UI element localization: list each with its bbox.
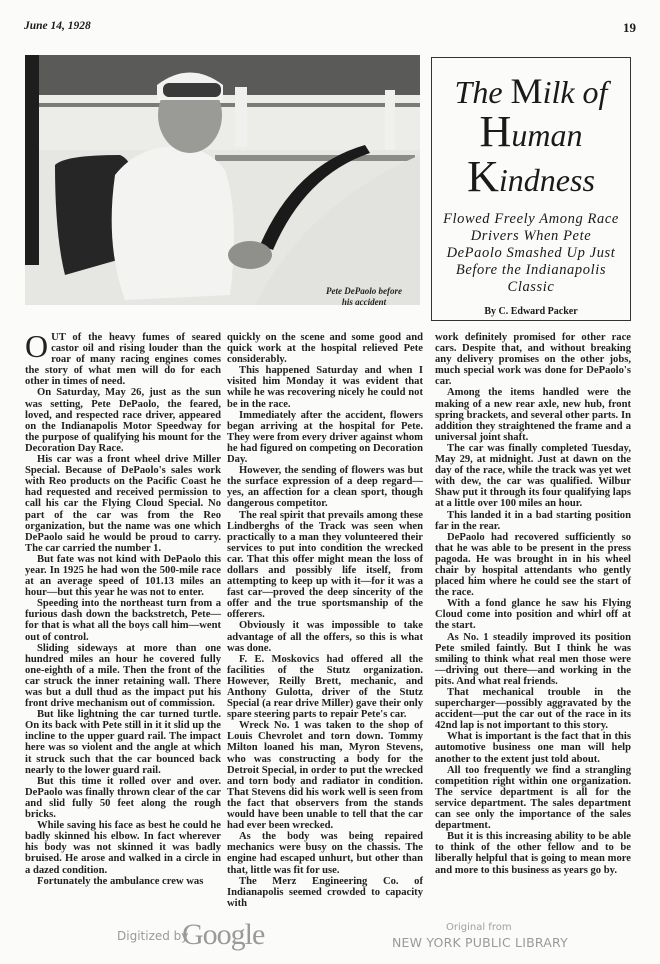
article-column-3 (435, 332, 631, 876)
paragraph: The car was finally completed Tuesday, May 29, at midnight. Just at dawn on the day of the race, while the track was yet wet with dew, the car was qualified. Wilbur Shaw put it through its four qualifying laps at a little over 100 miles an hour. (435, 442, 631, 510)
paragraph: As No. 1 steadily improved its position Pete smiled faintly. But I think he was smiling to think what real men those were—driving out there—and working in the pits. And what real friends. (435, 631, 631, 687)
headline-text: ilk of (542, 74, 608, 110)
paragraph: The real spirit that prevails among these Lindberghs of the Track was seen when practically to a man they volunteered their services to put into condition the wrecked car. That this offer might mean the loss of dollars and possibly life itself, from attempting to keep up with it—for it was a fast car—proved the deep sincerity of the offer and the true sportsmanship of the offerers. (227, 509, 423, 621)
paragraph: However, the sending of flowers was but the surface expression of a deep regard—yes, an affection for a clean sport, though dangerous competitor. (227, 465, 423, 510)
paragraph: DePaolo had recovered sufficiently so that he was able to be present in the press pagoda. He was brought in in his wheel chair by hospital attendants who gently placed him where he could see the start of the race. (435, 531, 631, 599)
google-logo: Google (182, 918, 265, 951)
paragraph: But this time it rolled over and over. DePaolo was finally thrown clear of the car and slid fully 50 feet along the rough bricks. (25, 775, 221, 821)
paragraph: That mechanical trouble in the supercharger—possibly aggravated by the accident—put the car out of the race in its 42nd lap is not important to this story. (435, 687, 631, 732)
headline-line-3 (432, 152, 630, 201)
issue-date: June 14, 1928 (24, 20, 91, 32)
paragraph: On Saturday, May 26, just as the sun was setting, Pete DePaolo, the feared, loved, and respected race driver, appeared on the Indianapolis Motor Speedway for the purpose of qualifying his mount for the Decoration Day Race. (25, 387, 221, 454)
paragraph: But it is this increasing ability to be able to think of the other fellow and to be liberally helpful that is going to mean more and more to this business as years go by. (435, 831, 631, 876)
photo-illustration-icon (25, 55, 420, 305)
headline-initial: M (510, 71, 543, 111)
digitized-by-label: Digitized by (117, 929, 189, 943)
headline-text: The (454, 74, 511, 110)
page-number: 19 (623, 20, 636, 35)
headline-line-2 (432, 107, 630, 156)
byline: By C. Edward Packer (484, 306, 578, 317)
paragraph: As the body was being repaired mechanics were busy on the chassis. The engine had escaped unhurt, but other than that, little was fit for use. (227, 831, 423, 876)
headline-box (431, 57, 631, 321)
running-head (24, 20, 636, 38)
paragraph: F. E. Moskovics had offered all the facilities of the Stutz organization. However, Reilly Brett, mechanic, and Anthony Gulotta, driver of the Stutz Special (a rear drive Miller) gave their only spare steering parts to repair Pete's car. (227, 653, 423, 721)
library-label: NEW YORK PUBLIC LIBRARY (392, 935, 568, 950)
headline-initial: H (479, 107, 512, 156)
drop-cap: O (25, 328, 49, 364)
article-column-1 (25, 328, 221, 887)
paragraph: But fate was not kind with DePaolo this year. In 1925 he had won the 500-mile race at an average speed of 101.13 miles an hour—but this year he was not to enter. (25, 553, 221, 599)
paragraph: This happened Saturday and when I visited him Monday it was evident that while he was recovering nicely he could not be in the race. (227, 365, 423, 410)
driver-photo (25, 55, 420, 305)
paragraph: Obviously it was impossible to take advantage of all the offers, so this is what was done. (227, 620, 423, 654)
paragraph: What is important is the fact that in this automotive business one man will help another to the extent just told about. (435, 731, 631, 765)
original-from-label: Original from (446, 922, 512, 933)
headline-initial: K (467, 152, 499, 201)
paragraph: The Merz Engineering Co. of Indianapolis seemed crowded to capacity with (227, 875, 423, 909)
paragraph-text: UT of the heavy fumes of seared castor oil and rising louder than the roar of many racing engines comes the story of what men will do for each other in times of need. (25, 332, 221, 388)
caption-line: his accident (341, 297, 387, 307)
headline-text: indness (498, 162, 595, 198)
photo-caption (310, 286, 418, 308)
paragraph: Immediately after the accident, flowers began arriving at the hospital for Pete. They were from every driver against whom he had figured on competing on Decoration Day. (227, 409, 423, 466)
headline-text: uman (511, 117, 583, 153)
paragraph: Among the items handled were the making of a new rear axle, new hub, front spring brackets, and several other parts. In addition they straightened the frame and a universal joint shaft. (435, 387, 631, 443)
article-column-2 (227, 332, 423, 909)
paragraph: quickly on the scene and some good and quick work at the hospital relieved Pete considerably. (227, 332, 423, 366)
paragraph (25, 328, 221, 388)
paragraph: Fortunately the ambulance crew was (37, 875, 204, 887)
paragraph: Wreck No. 1 was taken to the shop of Louis Chevrolet and torn down. Tommy Milton loaned his man, Myron Stevens, who was constructing a body for the Detroit Special, in order to put the wrecked and torn body and radiator in condition. That Stevens did his work well is seen from the fact that observers from the stands would have been unable to tell that the car had ever been wrecked. (227, 720, 423, 832)
paragraph: work definitely promised for other race cars. Despite that, and without breaking any delivery promises on the other jobs, much special work was done for DePaolo's car. (435, 332, 631, 388)
paragraph: While saving his face as best he could he badly skinned his elbow. In fact wherever his body was not skinned it was badly bruised. He arose and walked in a circle in a dazed condition. (25, 820, 221, 876)
paragraph: Sliding sideways at more than one hundred miles an hour he covered fully one-eighth of a mile. Then the front of the car struck the inner retaining wall. There was but a dull thud as the impact put his front drive mechanism out of commission. (25, 642, 221, 710)
caption-line: Pete DePaolo before (326, 286, 402, 296)
paragraph: This landed it in a bad starting position far in the rear. (435, 509, 631, 532)
subheadline: Flowed Freely Among Race Drivers When Pete DePaolo Smashed Up Just Before the Indianapolis Classic (443, 211, 619, 295)
paragraph: All too frequently we find a strangling competition right within one organization. The service department is all for the service department. The sales department can see only the importance of the sales department. (435, 764, 631, 832)
paragraph: His car was a front wheel drive Miller Special. Because of DePaolo's sales work with Reo products on the Pacific Coast he had requested and received permission to call his car the Flying Cloud Special. No part of the car was from the Reo organization, but the name was one which DePaolo said he would be proud to carry. The car carried the number 1. (25, 454, 221, 554)
paragraph: Speeding into the northeast turn from a furious dash down the backstretch, Pete—for that is what all the boys call him—went out of control. (25, 598, 221, 643)
paragraph: But like lightning the car turned turtle. On its back with Pete still in it it slid up the incline to the upper guard rail. The impact here was so violent and the angle at which it struck such that the car bounced back nearly to the lower guard rail. (25, 709, 221, 776)
paragraph: With a fond glance he saw his Flying Cloud come into position and whirl off at the start. (435, 598, 631, 632)
headline-line-1 (432, 72, 630, 111)
